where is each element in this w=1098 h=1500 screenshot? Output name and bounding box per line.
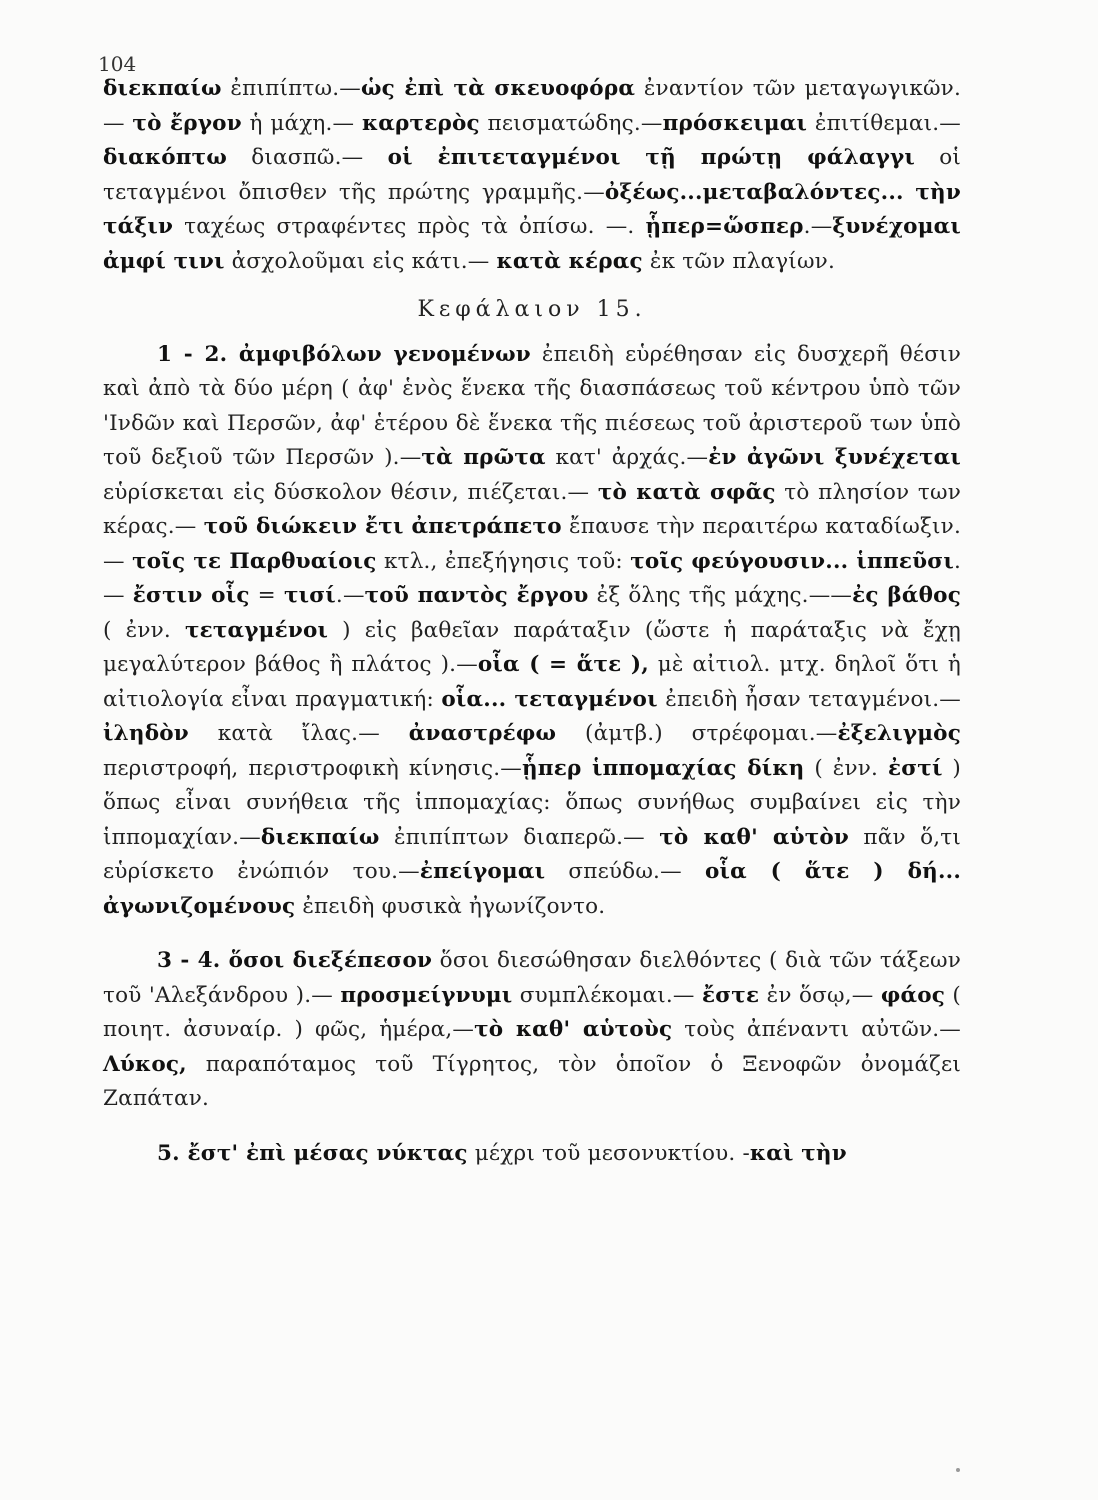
gloss: Κεφάλαιον 15. bbox=[417, 297, 647, 322]
lemma: διακόπτω bbox=[103, 145, 228, 170]
gloss: ( ποιητ. ἀσυναίρ. ) φῶς, ἡμέρα,— bbox=[103, 982, 961, 1042]
lemma: ἔστιν οἷς bbox=[132, 583, 250, 608]
gloss: ἡ μάχη.— bbox=[241, 110, 362, 136]
gloss: ἔπαυσε τὴν περαιτέρω καταδίωξιν.— bbox=[103, 514, 961, 574]
lemma: τοῖς φεύγουσιν... ἱππεῦσι bbox=[630, 548, 954, 574]
gloss: κτλ., ἐπεξήγησις τοῦ: bbox=[376, 548, 631, 574]
lemma: ἔστε bbox=[701, 982, 760, 1008]
gloss: ἐπειδὴ εὑρέθησαν εἰς δυσχερῆ θέσιν καὶ ἀπὸ τὰ δύο μέρη ( ἀφ' ἑνὸς ἕνεκα τῆς διασπάσεως τοῦ κέντρου ὑπὸ τῶν 'Ινδῶν καὶ Περσῶν, ἀφ' ἑτέρου δὲ ἕνεκα τῆς πιέσεως τοῦ ἀριστεροῦ των ὑπὸ τοῦ δεξιοῦ τῶν Περσῶν ).— bbox=[103, 341, 961, 470]
scan-speck bbox=[956, 1468, 960, 1472]
paragraph bbox=[103, 1137, 961, 1172]
gloss: περιστροφή, περιστροφικὴ κίνησις.— bbox=[103, 755, 522, 781]
gloss: ( ἐνν. bbox=[103, 617, 185, 643]
page-number: 104 bbox=[98, 52, 137, 76]
lemma: οἷα... τεταγμένοι bbox=[441, 686, 658, 712]
gloss: ἐν ὅσῳ,— bbox=[759, 982, 881, 1008]
lemma: τὸ καθ' αὑτοὺς bbox=[474, 1017, 673, 1042]
lemma: τοῦ διώκειν ἔτι ἀπετράπετο bbox=[203, 514, 562, 539]
lemma: τοῦ παντὸς ἔργου bbox=[364, 583, 589, 608]
gloss: ἐναντίον τῶν μεταγωγικῶν.— bbox=[103, 76, 961, 136]
gloss: = bbox=[249, 583, 284, 608]
lemma: καὶ τὴν bbox=[749, 1140, 847, 1166]
gloss: κατ' ἀρχάς.— bbox=[545, 445, 709, 470]
lemma: τοῖς τε Παρθυαίοις bbox=[132, 548, 377, 574]
lemma: οἷα ( = ἅτε ), bbox=[477, 652, 649, 677]
lemma: ἐς βάθος bbox=[852, 583, 961, 608]
lemma: διεκπαίω bbox=[260, 824, 380, 850]
lemma: τὸ κατὰ σφᾶς bbox=[597, 479, 776, 505]
lemma: καρτερὸς bbox=[361, 110, 480, 136]
lemma: ἐξελιγμὸς bbox=[837, 721, 961, 746]
gloss: τοὺς ἀπέναντι αὐτῶν.— bbox=[672, 1017, 962, 1042]
lemma: τισί bbox=[283, 583, 336, 608]
lemma: 5. ἔστ' ἐπὶ μέσας νύκτας bbox=[157, 1140, 468, 1166]
lemma: ἀναστρέφω bbox=[408, 721, 557, 746]
gloss: ἐπιτίθεμαι.— bbox=[807, 110, 961, 136]
gloss: (ἀμτβ.) στρέφομαι.— bbox=[556, 721, 838, 746]
commentary-text bbox=[103, 72, 961, 1171]
lemma: τεταγμένοι bbox=[184, 617, 329, 643]
paragraph bbox=[103, 72, 961, 279]
gloss: πεισματώδης.— bbox=[479, 110, 663, 136]
gloss: μὲ αἰτιολ. μτχ. δηλοῖ ὅτι ἡ αἰτιολογία εἶναι πραγματική: bbox=[103, 652, 961, 712]
gloss: εὑρίσκεται εἰς δύσκολον θέσιν, πιέζεται.— bbox=[103, 479, 598, 505]
gloss: πᾶν ὅ,τι εὑρίσκετο ἐνώπιόν του.— bbox=[103, 824, 962, 884]
lemma: ἐν ἀγῶνι ξυνέχεται bbox=[708, 445, 961, 470]
chapter-heading bbox=[103, 293, 961, 328]
gloss: ) εἰς βαθεῖαν παράταξιν (ὥστε ἡ παράταξις νὰ ἔχῃ μεγαλύτερον βάθος ἢ πλάτος ).— bbox=[103, 617, 961, 677]
gloss: σπεύδω.— bbox=[545, 859, 705, 884]
gloss: συμπλέκομαι.— bbox=[512, 982, 702, 1008]
lemma: τὸ καθ' αὑτὸν bbox=[659, 824, 850, 850]
lemma: ᾗπερ=ὥσπερ bbox=[645, 214, 804, 239]
lemma: 1 - 2. ἀμφιβόλων γενομένων bbox=[157, 341, 531, 367]
gloss: ἐξ ὅλης τῆς μάχης.—— bbox=[588, 583, 853, 608]
lemma: πρόσκειμαι bbox=[662, 110, 808, 136]
gloss: ἐπιπίπτω.— bbox=[221, 76, 361, 101]
gloss: ἐπειδὴ ἦσαν τεταγμένοι.— bbox=[657, 686, 961, 712]
lemma: κατὰ κέρας bbox=[496, 248, 643, 274]
lemma: Λύκος, bbox=[103, 1051, 187, 1077]
gloss: μέχρι τοῦ μεσονυκτίου. - bbox=[467, 1140, 750, 1166]
lemma: διεκπαίω bbox=[103, 76, 222, 101]
lemma: οἷα ( ἅτε ) δή... ἀγωνιζομένους bbox=[103, 859, 962, 919]
lemma: ἰληδὸν bbox=[103, 721, 189, 746]
gloss: τὸ πλησίον των κέρας.— bbox=[103, 479, 961, 539]
lemma: 3 - 4. ὅσοι διεξέπεσον bbox=[157, 948, 433, 973]
lemma: ᾗπερ ἱππομαχίας δίκη bbox=[521, 755, 805, 781]
paragraph bbox=[103, 944, 961, 1117]
lemma: τὴν τάξιν bbox=[103, 179, 961, 239]
gloss bbox=[904, 180, 916, 205]
lemma: ὡς ἐπὶ τὰ σκευοφόρα bbox=[360, 76, 636, 101]
lemma: τὰ πρῶτα bbox=[421, 445, 546, 470]
lemma: ἐπείγομαι bbox=[419, 859, 546, 884]
lemma: ξυνέχομαι ἀμφί τινι bbox=[103, 214, 961, 274]
gloss: ἐκ τῶν πλαγίων. bbox=[642, 248, 835, 274]
gloss: ὅσοι διεσώθησαν διελθόντες ( διὰ τῶν τάξεων τοῦ 'Αλεξάνδρου ).— bbox=[103, 948, 962, 1008]
lemma: προσμείγνυμι bbox=[340, 982, 513, 1008]
paragraph bbox=[103, 338, 961, 925]
gloss: ἐπειδὴ φυσικὰ ἠγωνίζοντο. bbox=[295, 893, 606, 919]
gloss: ἐπιπίπτων διαπερῶ.— bbox=[379, 824, 660, 850]
gloss: ( ἐνν. bbox=[804, 755, 888, 781]
lemma: οἱ ἐπιτεταγμένοι τῇ πρώτῃ φάλαγγι bbox=[387, 145, 916, 170]
gloss: .— bbox=[335, 583, 365, 608]
lemma: ὀξέως...μεταβαλόντες... bbox=[604, 179, 904, 205]
gloss: ἀσχολοῦμαι εἰς κάτι.— bbox=[224, 248, 497, 274]
gloss: .— bbox=[103, 548, 962, 608]
gloss: παραπόταμος τοῦ Τίγρητος, τὸν ὁποῖον ὁ Ξενοφῶν ὀνομάζει Ζαπάταν. bbox=[103, 1051, 961, 1111]
gloss: κατὰ ἴλας.— bbox=[188, 721, 409, 746]
lemma: ἐστί bbox=[887, 755, 943, 781]
gloss: οἱ τεταγμένοι ὄπισθεν τῆς πρώτης γραμμῆς.— bbox=[103, 145, 961, 205]
gloss: .— bbox=[803, 214, 833, 239]
gloss: ) ὅπως εἶναι συνήθεια τῆς ἱππομαχίας: ὅπως συνήθως συμβαίνει εἰς τὴν ἱππομαχίαν.— bbox=[103, 755, 961, 850]
gloss: ταχέως στραφέντες πρὸς τὰ ὀπίσω. —. bbox=[173, 214, 646, 239]
gloss: διασπῶ.— bbox=[227, 145, 388, 170]
lemma: τὸ ἔργον bbox=[132, 110, 242, 136]
lemma: φάος bbox=[880, 982, 946, 1008]
